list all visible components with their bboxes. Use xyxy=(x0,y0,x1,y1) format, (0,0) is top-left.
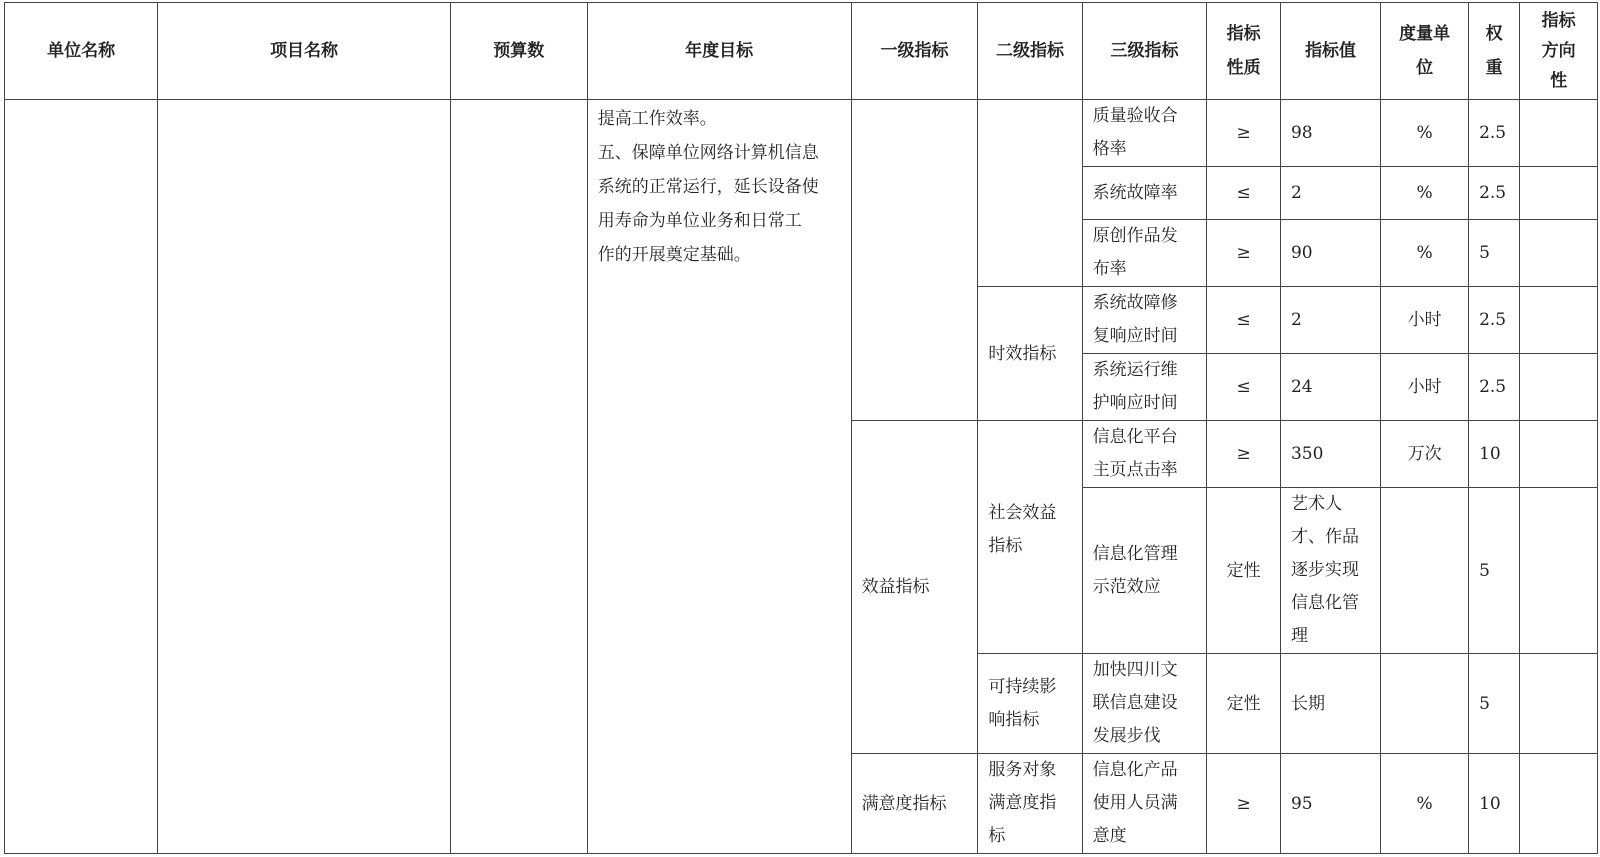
level3-cell: 系统故障修 复响应时间 xyxy=(1082,287,1207,354)
measure-cell: % xyxy=(1381,220,1469,287)
level2-cell-quality xyxy=(978,100,1082,287)
unit-name-cell xyxy=(5,100,158,854)
measure-cell: 小时 xyxy=(1381,354,1469,421)
level3-cell: 原创作品发 布率 xyxy=(1082,220,1207,287)
header-row xyxy=(5,3,1598,100)
level1-cell-benefit: 效益指标 xyxy=(851,421,978,754)
level3-cell: 质量验收合 格率 xyxy=(1082,100,1207,167)
measure-cell: % xyxy=(1381,100,1469,167)
level3-cell: 信息化管理 示范效应 xyxy=(1082,488,1207,654)
nature-cell: ≥ xyxy=(1207,220,1281,287)
value-cell: 350 xyxy=(1280,421,1380,488)
nature-cell: ≤ xyxy=(1207,287,1281,354)
weight-cell: 2.5 xyxy=(1469,100,1520,167)
level2-cell-service: 服务对象 满意度指 标 xyxy=(978,754,1082,854)
level2-cell-timeliness: 时效指标 xyxy=(978,287,1082,421)
weight-cell: 5 xyxy=(1469,488,1520,654)
level1-cell-output xyxy=(851,100,978,421)
nature-cell: ≥ xyxy=(1207,754,1281,854)
goal-line: 五、保障单位网络计算机信息 xyxy=(597,143,819,163)
direction-cell xyxy=(1520,354,1598,421)
nature-cell: ≤ xyxy=(1207,167,1281,220)
direction-cell xyxy=(1520,488,1598,654)
level3-cell: 信息化产品 使用人员满 意度 xyxy=(1082,754,1207,854)
weight-cell: 10 xyxy=(1469,754,1520,854)
value-cell: 2 xyxy=(1280,167,1380,220)
level3-cell: 加快四川文 联信息建设 发展步伐 xyxy=(1082,654,1207,754)
goal-line: 系统的正常运行，延长设备使 xyxy=(597,177,819,197)
measure-cell: % xyxy=(1381,167,1469,220)
weight-cell: 5 xyxy=(1469,654,1520,754)
direction-cell xyxy=(1520,654,1598,754)
goal-line: 用寿命为单位业务和日常工 xyxy=(597,211,802,231)
direction-cell xyxy=(1520,287,1598,354)
header-budget: 预算数 xyxy=(450,3,587,100)
direction-cell xyxy=(1520,220,1598,287)
direction-cell xyxy=(1520,100,1598,167)
value-cell: 艺术人 才、作品 逐步实现 信息化管 理 xyxy=(1280,488,1380,654)
value-cell: 95 xyxy=(1280,754,1380,854)
nature-cell: 定性 xyxy=(1207,488,1281,654)
measure-cell: 小时 xyxy=(1381,287,1469,354)
goal-line: 提高工作效率。 xyxy=(597,109,717,129)
header-indicator-nature: 指标 性质 xyxy=(1207,3,1281,100)
value-cell: 90 xyxy=(1280,220,1380,287)
header-level2-indicator: 二级指标 xyxy=(978,3,1082,100)
header-annual-goal: 年度目标 xyxy=(587,3,851,100)
project-name-cell xyxy=(158,100,450,854)
header-unit-name: 单位名称 xyxy=(5,3,158,100)
weight-cell: 5 xyxy=(1469,220,1520,287)
level3-cell: 系统运行维 护响应时间 xyxy=(1082,354,1207,421)
header-level1-indicator: 一级指标 xyxy=(851,3,978,100)
nature-cell: ≥ xyxy=(1207,421,1281,488)
header-project-name: 项目名称 xyxy=(158,3,450,100)
header-direction: 指标 方向 性 xyxy=(1520,3,1598,100)
measure-cell xyxy=(1381,654,1469,754)
level3-cell: 系统故障率 xyxy=(1082,167,1207,220)
nature-cell: 定性 xyxy=(1207,654,1281,754)
nature-cell: ≥ xyxy=(1207,100,1281,167)
weight-cell: 2.5 xyxy=(1469,167,1520,220)
performance-table-container xyxy=(4,2,1598,854)
header-measure-unit: 度量单 位 xyxy=(1381,3,1469,100)
nature-cell: ≤ xyxy=(1207,354,1281,421)
goal-line: 作的开展奠定基础。 xyxy=(597,245,751,265)
direction-cell xyxy=(1520,421,1598,488)
level3-cell: 信息化平台 主页点击率 xyxy=(1082,421,1207,488)
annual-goal-cell xyxy=(587,100,851,854)
value-cell: 98 xyxy=(1280,100,1380,167)
header-level3-indicator: 三级指标 xyxy=(1082,3,1207,100)
header-indicator-value: 指标值 xyxy=(1280,3,1380,100)
direction-cell xyxy=(1520,754,1598,854)
level2-cell-social: 社会效益 指标 xyxy=(978,421,1082,654)
value-cell: 长期 xyxy=(1280,654,1380,754)
measure-cell: % xyxy=(1381,754,1469,854)
value-cell: 24 xyxy=(1280,354,1380,421)
measure-cell: 万次 xyxy=(1381,421,1469,488)
weight-cell: 10 xyxy=(1469,421,1520,488)
performance-indicator-table xyxy=(4,2,1598,854)
value-cell: 2 xyxy=(1280,287,1380,354)
level1-cell-satisfaction: 满意度指标 xyxy=(851,754,978,854)
weight-cell: 2.5 xyxy=(1469,354,1520,421)
level2-cell-sustainable: 可持续影 响指标 xyxy=(978,654,1082,754)
direction-cell xyxy=(1520,167,1598,220)
header-weight: 权 重 xyxy=(1469,3,1520,100)
measure-cell xyxy=(1381,488,1469,654)
table-row xyxy=(5,100,1598,167)
weight-cell: 2.5 xyxy=(1469,287,1520,354)
budget-cell xyxy=(450,100,587,854)
